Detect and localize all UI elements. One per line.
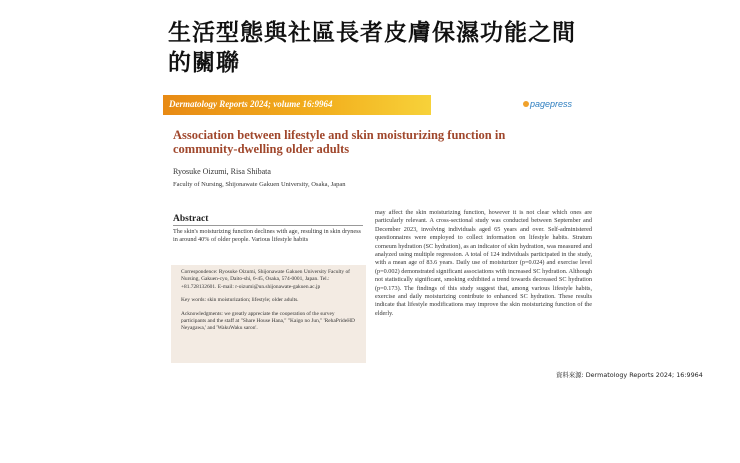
publisher-logo xyxy=(523,99,572,109)
journal-header: Dermatology Reports 2024; volume 16:9964 xyxy=(169,99,333,109)
journal-header-bar xyxy=(163,95,431,115)
affiliation: Faculty of Nursing, Shijonawate Gakuen University, Osaka, Japan xyxy=(173,181,346,188)
acknowledgments: Acknowledgments: we greatly appreciate the cooperation of the survey participants and the staff at "Share House Hana," "Kaigo no Jun," 'RehaPrideHD Neyagawa,' and 'WakuWaku saron'. xyxy=(181,310,355,332)
abstract-right-text: may affect the skin moisturizing function, however it is not clear which ones are particularly relevant. A cross-sectional study was conducted between September and December 2023, involving individuals aged 65 years and over. Self-administered questionnaires were employed to collect information on lifestyle habits. Stratum corneum hydration (SC hydration), as an indicator of skin hydration, was measured and analyzed using multiple regression. A total of 124 individuals participated in the study, with a mean age of 83.6 years. Daily use of moisturizer (p=0.024) and exercise level (p=0.002) demonstrated significant associations with increased SC hydration. Although not statistically significant, smoking exhibited a trend towards decreased SC hydration (p=0.173). The findings of this study suggest that, among various lifestyle habits, exercise and daily moisturizing contribute to enhanced SC hydration. These results indicate that lifestyle modifications may improve the skin moisturizing function of the elderly. xyxy=(375,209,592,317)
paper-screenshot xyxy=(163,95,593,370)
abstract-divider xyxy=(173,225,363,226)
keywords: Key words: skin moisturization; lifestyle; older adults. xyxy=(181,297,299,304)
correspondence: Correspondence: Ryosuke Oizumi, Shijonawate Gakuen University Faculty of Nursing, Gakuen-cyo, Daito-shi, 6-45, Osaka, 574-0001, Japan. Tel.: +81.728132601. E-mail: r-oizumi@un.shijonawate-gakuen.ac.jp xyxy=(181,269,350,290)
slide-title: 生活型態與社區長者皮膚保濕功能之間的關聯 xyxy=(168,20,576,76)
abstract-heading: Abstract xyxy=(173,214,209,224)
authors: Ryosuke Oizumi, Risa Shibata xyxy=(173,167,271,176)
article-title: Association between lifestyle and skin moisturizing function in community-dwelling older adults xyxy=(173,128,506,156)
publisher-logo-text: pagepress xyxy=(530,99,573,109)
correspondence-box xyxy=(171,265,366,363)
abstract-left-text: The skin's moisturizing function declines with age, resulting in skin dryness in around 40% of older people. Various lifestyle habits xyxy=(173,228,361,244)
source-caption: 資料來源: Dermatology Reports 2024; 16:9964 xyxy=(556,371,703,379)
publisher-logo-icon xyxy=(523,101,529,107)
